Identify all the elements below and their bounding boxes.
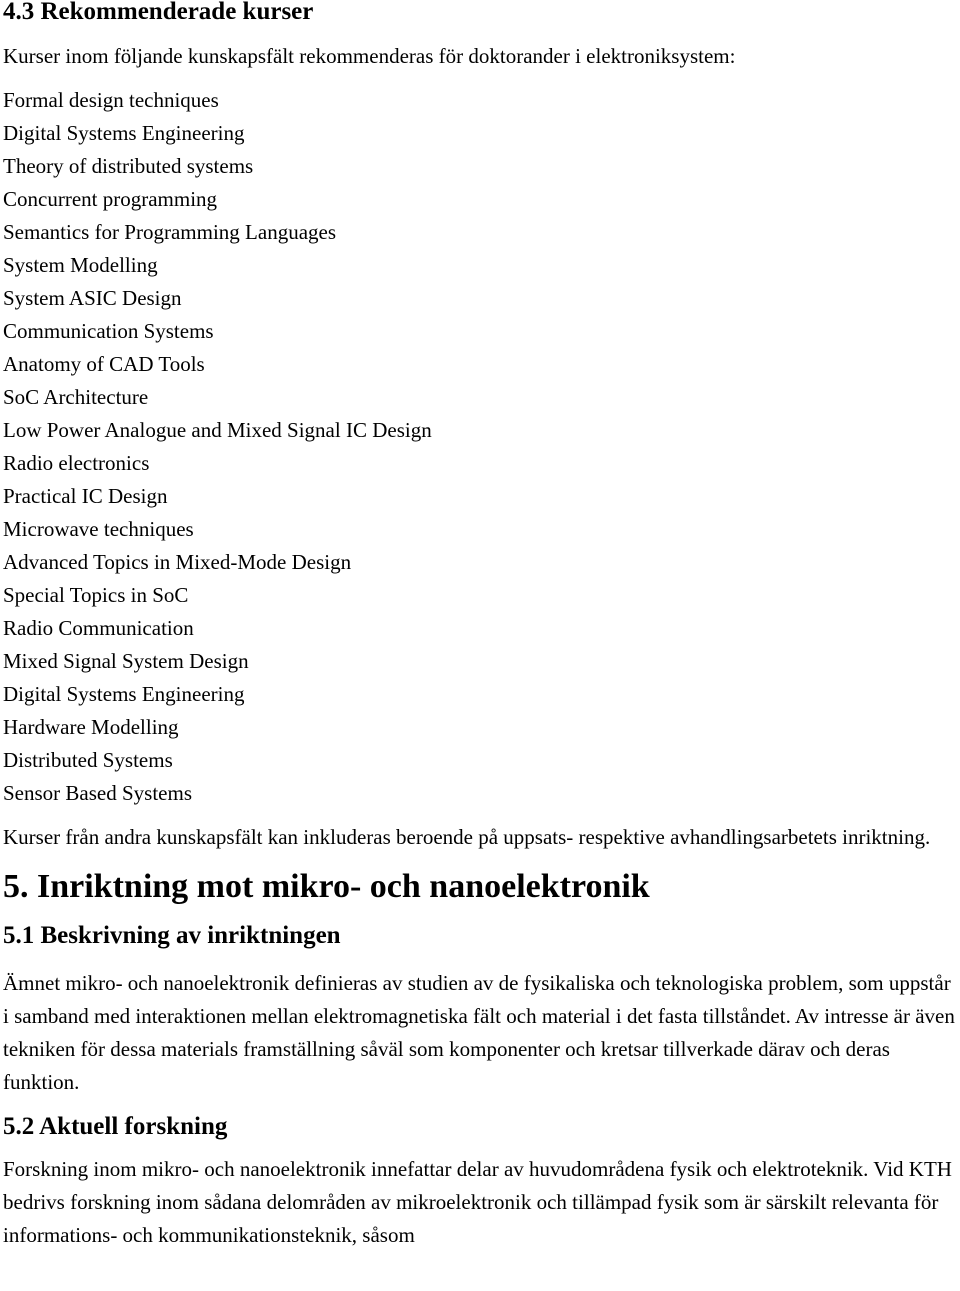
course-list-item: Practical IC Design — [3, 484, 168, 508]
section-5-1-body: Ämnet mikro- och nanoelektronik definieras av studien av de fysikaliska och teknologiska problem, som uppstår i samband med interaktionen mellan elektromagnetiska fält och material i det fasta tillståndet. Av intresse är även tekniken för dessa materials framställning såväl som komponenter och kretsar tillverkade därav och deras funktion. — [3, 971, 955, 1094]
course-list-item: Radio Communication — [3, 616, 194, 640]
course-list-item: Theory of distributed systems — [3, 154, 254, 178]
course-list-item: Microwave techniques — [3, 517, 194, 541]
course-list-item: Special Topics in SoC — [3, 583, 189, 607]
course-list-item: Semantics for Programming Languages — [3, 220, 337, 244]
course-list-item: Advanced Topics in Mixed-Mode Design — [3, 550, 352, 574]
course-list-item: Hardware Modelling — [3, 715, 179, 739]
course-list-item: Communication Systems — [3, 319, 214, 343]
document-page — [3, 0, 958, 1252]
section-5-2-body: Forskning inom mikro- och nanoelektronik innefattar delar av huvudområdena fysik och elektroteknik. Vid KTH bedrivs forskning inom sådana delområden av mikroelektronik och tillämpad fysik som är särskilt relevanta för informations- och kommunikationsteknik, såsom — [3, 1157, 952, 1247]
course-list-item: SoC Architecture — [3, 385, 149, 409]
section-5-1-heading: 5.1 Beskrivning av inriktningen — [3, 922, 341, 949]
course-list-item: Distributed Systems — [3, 748, 173, 772]
course-list-item: System Modelling — [3, 253, 158, 277]
section-4-3-intro: Kurser inom följande kunskapsfält rekommenderas för doktorander i elektroniksystem: — [3, 44, 736, 68]
section-5-2-heading: 5.2 Aktuell forskning — [3, 1113, 228, 1140]
course-list-item: Anatomy of CAD Tools — [3, 352, 205, 376]
course-list-item: Concurrent programming — [3, 187, 218, 211]
course-list-item: Low Power Analogue and Mixed Signal IC Design — [3, 418, 432, 442]
course-list-item: Digital Systems Engineering — [3, 121, 245, 145]
course-list-item: Radio electronics — [3, 451, 150, 475]
course-list-item: Formal design techniques — [3, 88, 219, 112]
course-list-item: Digital Systems Engineering — [3, 682, 245, 706]
course-list-item: Sensor Based Systems — [3, 781, 192, 805]
course-list-item: System ASIC Design — [3, 286, 182, 310]
course-list-item: Mixed Signal System Design — [3, 649, 249, 673]
recommended-course-list — [3, 84, 958, 810]
section-4-3-heading: 4.3 Rekommenderade kurser — [3, 0, 314, 25]
section-5-heading: 5. Inriktning mot mikro- och nanoelektronik — [3, 868, 650, 905]
section-4-3-outro: Kurser från andra kunskapsfält kan inkluderas beroende på uppsats- respektive avhandlingsarbetets inriktning. — [3, 825, 931, 849]
